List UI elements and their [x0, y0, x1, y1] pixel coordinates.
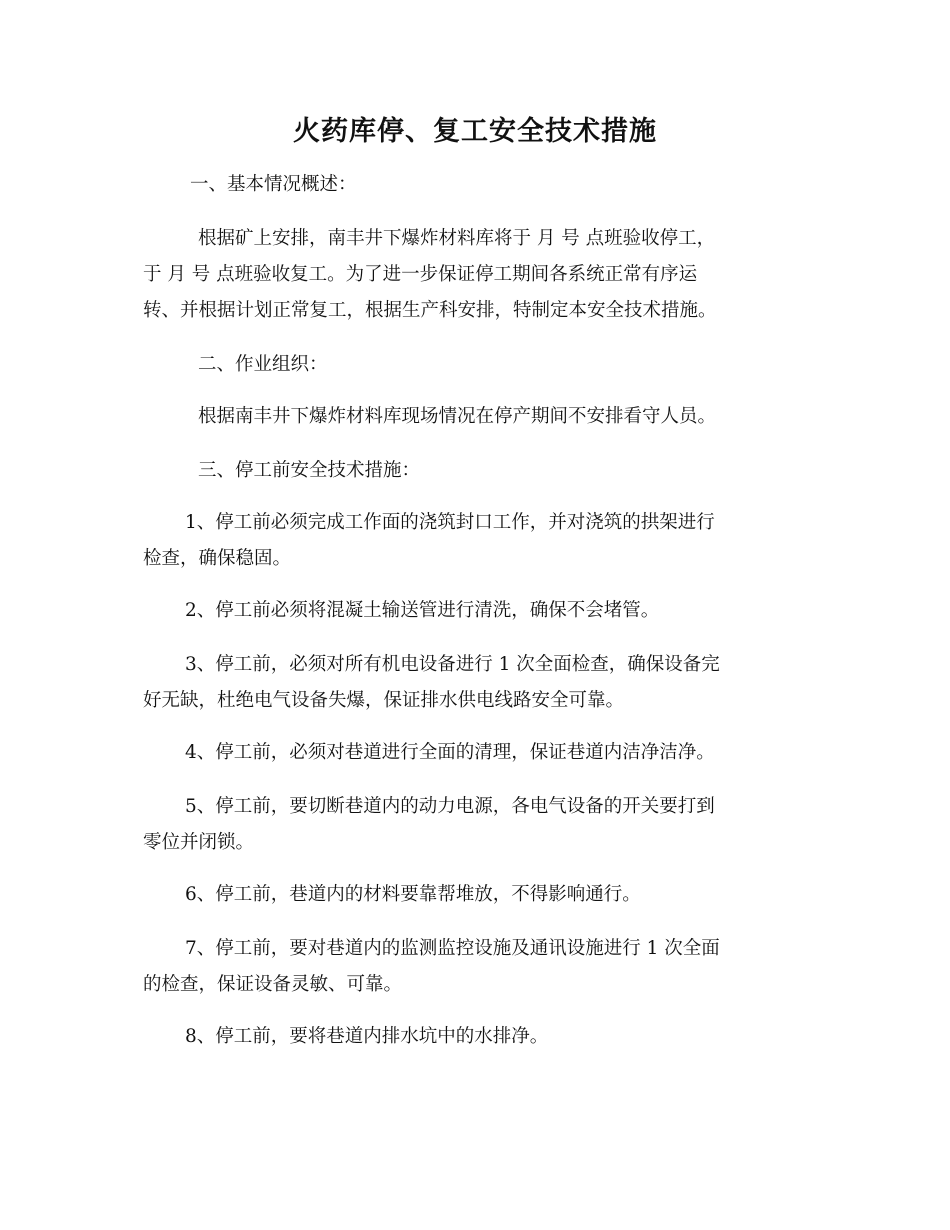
section1-paragraph-line: 转、并根据计划正常复工，根据生产科安排，特制定本安全技术措施。 — [143, 300, 717, 321]
measure-item-line: 零位并闭锁。 — [143, 832, 255, 853]
measure-item-line: 检查，确保稳固。 — [143, 548, 292, 569]
measure-item-line: 的检查，保证设备灵敏、可靠。 — [143, 974, 403, 995]
section1-paragraph-line: 于 月 号 点班验收复工。为了进一步保证停工期间各系统正常有序运 — [143, 264, 698, 285]
measure-item-line: 6、停工前，巷道内的材料要靠帮堆放，不得影响通行。 — [185, 884, 641, 905]
section3-heading: 三、停工前安全技术措施： — [198, 460, 421, 481]
measure-item-line: 2、停工前必须将混凝土输送管进行清洗，确保不会堵管。 — [185, 600, 660, 621]
document-title: 火药库停、复工安全技术措施 — [293, 116, 657, 147]
measure-item-line: 8、停工前，要将巷道内排水坑中的水排净。 — [185, 1026, 549, 1047]
measure-item-line: 7、停工前，要对巷道内的监测监控设施及通讯设施进行 1 次全面 — [185, 938, 720, 959]
measure-item-line: 好无缺，杜绝电气设备失爆，保证排水供电线路安全可靠。 — [143, 690, 625, 711]
measure-item-line: 5、停工前，要切断巷道内的动力电源，各电气设备的开关要打到 — [185, 796, 715, 817]
measure-item-line: 3、停工前，必须对所有机电设备进行 1 次全面检查，确保设备完 — [185, 654, 720, 675]
measure-item-line: 4、停工前，必须对巷道进行全面的清理，保证巷道内洁净洁净。 — [185, 742, 715, 763]
section2-heading: 二、作业组织： — [198, 354, 328, 375]
measure-item-line: 1、停工前必须完成工作面的浇筑封口工作，并对浇筑的拱架进行 — [185, 512, 715, 533]
section2-paragraph: 根据南丰井下爆炸材料库现场情况在停产期间不安排看守人员。 — [198, 406, 717, 427]
section1-paragraph-line: 根据矿上安排，南丰井下爆炸材料库将于 月 号 点班验收停工， — [198, 228, 716, 249]
section1-heading: 一、基本情况概述： — [190, 174, 357, 195]
